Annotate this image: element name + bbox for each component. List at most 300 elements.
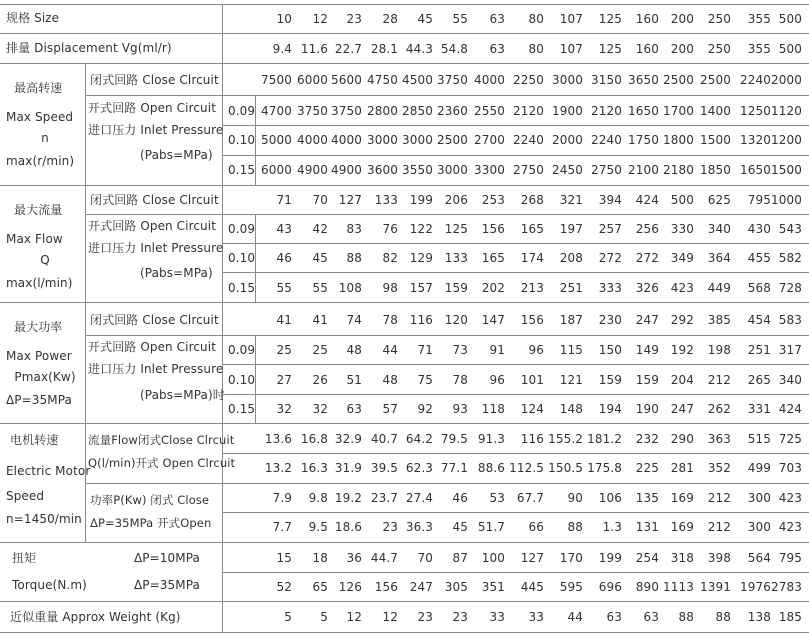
power-closed-cell: 423	[778, 491, 802, 505]
max_flow-closed-cell: 500	[670, 193, 694, 207]
row-divider	[0, 185, 809, 186]
max_power-open-cell: 424	[778, 402, 802, 416]
displacement-cell: 9.4	[272, 42, 292, 56]
displacement-cell: 22.7	[334, 42, 362, 56]
motor-speed-group-label: Electric Motor	[6, 464, 91, 478]
max_speed-open-cell: 2550	[474, 104, 505, 118]
power-open-cell: 1.3	[602, 520, 622, 534]
max_flow-closed-cell: 70	[312, 193, 328, 207]
max_power-pressure: 0.10	[228, 373, 256, 387]
power-closed-cell: 19.2	[334, 491, 362, 505]
max_speed-group-label: 最高转速	[14, 81, 63, 95]
weight-cell: 44	[567, 610, 583, 624]
power-closed-cell: 53	[489, 491, 505, 505]
max_speed-open-cell: 3550	[402, 163, 433, 177]
torque-dp10-cell: 564	[747, 551, 771, 565]
max_flow-closed-cell: 133	[374, 193, 398, 207]
max_speed-open-cell: 2800	[367, 104, 398, 118]
max_flow-open-cell: 45	[312, 251, 328, 265]
max_power-open-label: 开式回路 Open Circuit	[88, 340, 217, 354]
row-divider	[0, 302, 809, 303]
max_power-open-cell: 194	[598, 402, 622, 416]
power-closed-cell: 300	[747, 491, 771, 505]
torque-dp35-cell: 595	[559, 580, 583, 594]
torque-dp35-cell: 1113	[663, 580, 694, 594]
max_flow-closed-cell: 127	[338, 193, 362, 207]
max_speed-open-cell: 2500	[437, 133, 468, 147]
power-open-cell: 36.3	[405, 520, 433, 534]
row-divider	[222, 272, 809, 273]
power-open-cell: 18.6	[334, 520, 362, 534]
max_speed-open-cell: 2850	[402, 104, 433, 118]
max_speed-open-cell: 2360	[437, 104, 468, 118]
column-divider	[222, 4, 223, 632]
torque-dp35-cell: 445	[520, 580, 544, 594]
weight-cell: 12	[346, 610, 362, 624]
torque-dp10-cell: 199	[598, 551, 622, 565]
max_flow-open-cell: 159	[444, 281, 468, 295]
size-label: 规格 Size	[6, 11, 60, 25]
power-open-cell: 51.7	[477, 520, 505, 534]
power-open-cell: 7.7	[272, 520, 292, 534]
max_speed-open-cell: 3750	[297, 104, 328, 118]
max_flow-closed-cell: 795	[747, 193, 771, 207]
max_flow-open-cell: 82	[382, 251, 398, 265]
max_power-open-cell: 26	[312, 373, 328, 387]
max_speed-group-label: n	[41, 131, 49, 145]
weight-cell: 33	[528, 610, 544, 624]
weight-label: 近似重量 Approx Weight (Kg)	[10, 610, 181, 624]
weight-cell: 138	[747, 610, 771, 624]
max_speed-open-cell: 2450	[552, 163, 583, 177]
power-closed-cell: 7.9	[272, 491, 292, 505]
max_power-pressure: 0.09	[228, 343, 256, 357]
max_speed-open-cell: 4900	[297, 163, 328, 177]
max_power-open-cell: 27	[276, 373, 292, 387]
displacement-cell: 11.6	[300, 42, 328, 56]
max_flow-open-cell: 42	[312, 222, 328, 236]
max_flow-open-cell: 98	[382, 281, 398, 295]
max_power-open-cell: 44	[382, 343, 398, 357]
max_flow-closed-cell: 625	[707, 193, 731, 207]
max_flow-open-cell: 165	[481, 251, 505, 265]
max_speed-open-cell: 3000	[402, 133, 433, 147]
row-divider	[222, 512, 809, 513]
flow-closed-cell: 725	[778, 432, 802, 446]
max_power-open-cell: 121	[559, 373, 583, 387]
displacement-cell: 28.1	[370, 42, 398, 56]
torque-dp10-cell: 70	[417, 551, 433, 565]
flow-open-cell: 16.3	[300, 461, 328, 475]
max_power-open-cell: 317	[778, 343, 802, 357]
max_flow-pressure: 0.15	[228, 281, 256, 295]
flow-closed-cell: 16.8	[300, 432, 328, 446]
torque-dp10-cell: 398	[707, 551, 731, 565]
flow-open-cell: 88.6	[477, 461, 505, 475]
torque-dp35-cell: 1391	[700, 580, 731, 594]
power-closed-cell: 212	[707, 491, 731, 505]
size-cell: 45	[417, 12, 433, 26]
max_speed-closed-cell: 2250	[513, 73, 544, 87]
max_flow-open-cell: 88	[346, 251, 362, 265]
max_power-open-cell: 265	[747, 373, 771, 387]
max_flow-open-cell: 55	[276, 281, 292, 295]
weight-cell: 88	[678, 610, 694, 624]
power-closed-cell: 67.7	[516, 491, 544, 505]
max_power-closed-cell: 41	[312, 313, 328, 327]
max_speed-open-cell: 4900	[331, 163, 362, 177]
max_flow-open-cell: 582	[778, 251, 802, 265]
max_flow-open-label: 进口压力 Inlet Pressure	[88, 241, 224, 255]
displacement-cell: 80	[528, 42, 544, 56]
column-divider	[222, 4, 223, 63]
max_flow-group-label: Max Flow	[6, 232, 63, 246]
max_power-open-cell: 91	[489, 343, 505, 357]
max_flow-open-cell: 330	[670, 222, 694, 236]
size-cell: 63	[489, 12, 505, 26]
max_speed-closed-cell: 3750	[437, 73, 468, 87]
flow-open-cell: 499	[747, 461, 771, 475]
flow-closed-cell: 155.2	[548, 432, 583, 446]
displacement-cell: 160	[635, 42, 659, 56]
max_speed-open-cell: 2240	[591, 133, 622, 147]
torque-dp35-cell: 305	[444, 580, 468, 594]
torque-dp10-cell: 795	[778, 551, 802, 565]
displacement-cell: 44.3	[405, 42, 433, 56]
row-divider	[222, 155, 809, 156]
weight-cell: 88	[715, 610, 731, 624]
displacement-label: 排量 Displacement Vg(ml/r)	[6, 41, 172, 55]
max_flow-open-label: (Pabs=MPa)	[140, 266, 213, 280]
max_speed-closed-cell: 3650	[628, 73, 659, 87]
max_flow-open-cell: 108	[338, 281, 362, 295]
max_power-open-cell: 247	[670, 402, 694, 416]
max_power-closed-cell: 147	[481, 313, 505, 327]
torque-dp-label: ΔP=10MPa	[134, 551, 200, 565]
max_speed-closed-cell: 4750	[367, 73, 398, 87]
power-open-cell: 169	[670, 520, 694, 534]
flow-open-cell: 112.5	[509, 461, 544, 475]
max_speed-open-cell: 3000	[367, 133, 398, 147]
max_speed-open-cell: 1500	[700, 133, 731, 147]
max_speed-open-cell: 1120	[771, 104, 802, 118]
max_power-open-cell: 198	[707, 343, 731, 357]
torque-dp10-cell: 87	[452, 551, 468, 565]
power-open-cell: 423	[778, 520, 802, 534]
max_flow-open-cell: 174	[520, 251, 544, 265]
row-divider	[0, 423, 809, 424]
max_speed-open-cell: 2000	[552, 133, 583, 147]
size-cell: 10	[276, 12, 292, 26]
max_speed-group-label: Max Speed	[6, 110, 74, 124]
max_power-open-cell: 51	[346, 373, 362, 387]
max_speed-open-cell: 5000	[261, 133, 292, 147]
flow-open-cell: 77.1	[440, 461, 468, 475]
max_power-open-label: (Pabs=MPa)时	[140, 388, 225, 402]
max_speed-open-cell: 1650	[628, 104, 659, 118]
max_power-closed-cell: 74	[346, 313, 362, 327]
flow-open-cell: 39.5	[370, 461, 398, 475]
max_power-pressure: 0.15	[228, 402, 256, 416]
max_power-group-label: ΔP=35MPa	[6, 393, 72, 407]
torque-dp35-cell: 1976	[740, 580, 771, 594]
power-open-cell: 45	[452, 520, 468, 534]
max_speed-open-cell: 1850	[700, 163, 731, 177]
weight-cell: 5	[284, 610, 292, 624]
max_flow-open-cell: 55	[312, 281, 328, 295]
weight-cell: 23	[452, 610, 468, 624]
size-cell: 55	[452, 12, 468, 26]
weight-cell: 33	[489, 610, 505, 624]
flow-open-cell: 31.9	[334, 461, 362, 475]
max_flow-open-cell: 449	[707, 281, 731, 295]
max_speed-pressure: 0.09	[228, 104, 256, 118]
row-divider	[85, 95, 809, 96]
max_speed-pressure: 0.10	[228, 133, 256, 147]
max_speed-open-cell: 1750	[628, 133, 659, 147]
max_power-open-cell: 159	[598, 373, 622, 387]
max_speed-open-cell: 2120	[591, 104, 622, 118]
power-closed-cell: 90	[567, 491, 583, 505]
torque-dp35-cell: 351	[481, 580, 505, 594]
max_flow-open-cell: 165	[520, 222, 544, 236]
power-closed-cell: 135	[635, 491, 659, 505]
max_flow-open-cell: 213	[520, 281, 544, 295]
size-cell: 500	[778, 12, 802, 26]
max_power-open-cell: 25	[312, 343, 328, 357]
flow-label: 流量Flow闭式Close Clrcuit	[88, 433, 235, 447]
max_flow-closed-cell: 71	[276, 193, 292, 207]
max_power-group-label: Pmax(Kw)	[14, 370, 76, 384]
max_flow-open-cell: 349	[670, 251, 694, 265]
max_power-open-cell: 71	[417, 343, 433, 357]
max_flow-closed-cell: 1000	[771, 193, 802, 207]
max_speed-open-cell: 2100	[628, 163, 659, 177]
max_speed-open-cell: 3000	[437, 163, 468, 177]
flow-closed-cell: 13.6	[264, 432, 292, 446]
max_power-open-cell: 192	[670, 343, 694, 357]
weight-cell: 23	[417, 610, 433, 624]
size-cell: 28	[382, 12, 398, 26]
power-open-cell: 88	[567, 520, 583, 534]
max_speed-closed-cell: 2500	[700, 73, 731, 87]
max_flow-closed-cell: 424	[635, 193, 659, 207]
max_power-open-cell: 57	[382, 402, 398, 416]
max_power-open-cell: 340	[778, 373, 802, 387]
torque-dp10-cell: 127	[520, 551, 544, 565]
max_flow-open-cell: 251	[559, 281, 583, 295]
displacement-cell: 63	[489, 42, 505, 56]
max_power-open-cell: 32	[276, 402, 292, 416]
max_flow-open-cell: 46	[276, 251, 292, 265]
max_power-open-cell: 204	[670, 373, 694, 387]
max_flow-open-cell: 76	[382, 222, 398, 236]
size-cell: 160	[635, 12, 659, 26]
max_power-closed-cell: 187	[559, 313, 583, 327]
max_flow-open-cell: 197	[559, 222, 583, 236]
max_power-closed-cell: 230	[598, 313, 622, 327]
max_flow-open-cell: 340	[707, 222, 731, 236]
max_flow-open-cell: 272	[635, 251, 659, 265]
displacement-cell: 250	[707, 42, 731, 56]
max_speed-open-cell: 1200	[771, 133, 802, 147]
max_power-open-cell: 63	[346, 402, 362, 416]
max_speed-open-label: 进口压力 Inlet Pressure	[88, 123, 224, 137]
displacement-cell: 500	[778, 42, 802, 56]
row-divider	[85, 214, 809, 215]
max_flow-open-cell: 364	[707, 251, 731, 265]
max_flow-open-label: 开式回路 Open Circuit	[88, 219, 217, 233]
max_speed-open-cell: 6000	[261, 163, 292, 177]
torque-dp35-cell: 126	[338, 580, 362, 594]
max_flow-open-cell: 333	[598, 281, 622, 295]
power-open-cell: 9.5	[308, 520, 328, 534]
max_power-closed-cell: 583	[778, 313, 802, 327]
max_speed-open-label: (Pabs=MPa)	[140, 148, 213, 162]
max_speed-open-cell: 1650	[740, 163, 771, 177]
torque-label: 扭矩	[12, 551, 37, 565]
max_flow-pressure: 0.09	[228, 222, 256, 236]
power-closed-cell: 106	[598, 491, 622, 505]
flow-closed-cell: 232	[635, 432, 659, 446]
motor-speed-group-label: n=1450/min	[6, 512, 82, 526]
max_speed-closed-cell: 5600	[331, 73, 362, 87]
max_power-open-cell: 115	[559, 343, 583, 357]
torque-dp35-cell: 156	[374, 580, 398, 594]
max_power-closed-label: 闭式回路 Close Clrcuit	[90, 313, 219, 327]
max_power-open-cell: 212	[707, 373, 731, 387]
displacement-cell: 200	[670, 42, 694, 56]
weight-cell: 5	[320, 610, 328, 624]
power-open-cell: 212	[707, 520, 731, 534]
max_speed-open-cell: 1900	[552, 104, 583, 118]
max_flow-open-cell: 256	[635, 222, 659, 236]
displacement-cell: 107	[559, 42, 583, 56]
max_power-closed-cell: 247	[635, 313, 659, 327]
max_flow-open-cell: 272	[598, 251, 622, 265]
displacement-cell: 355	[747, 42, 771, 56]
max_flow-open-cell: 43	[276, 222, 292, 236]
max_flow-closed-cell: 253	[481, 193, 505, 207]
size-cell: 125	[598, 12, 622, 26]
max_power-closed-cell: 385	[707, 313, 731, 327]
max_flow-open-cell: 133	[444, 251, 468, 265]
flow-open-cell: 703	[778, 461, 802, 475]
torque-dp10-cell: 318	[670, 551, 694, 565]
max_power-closed-cell: 116	[409, 313, 433, 327]
max_flow-open-cell: 326	[635, 281, 659, 295]
row-divider	[0, 4, 809, 5]
torque-dp10-cell: 254	[635, 551, 659, 565]
max_speed-open-cell: 1250	[740, 104, 771, 118]
max_flow-open-cell: 423	[670, 281, 694, 295]
max_speed-open-cell: 1800	[663, 133, 694, 147]
max_power-open-cell: 101	[520, 373, 544, 387]
max_power-group-label: 最大功率	[14, 320, 63, 334]
max_flow-open-cell: 157	[409, 281, 433, 295]
max_flow-closed-cell: 394	[598, 193, 622, 207]
max_flow-open-cell: 83	[346, 222, 362, 236]
size-cell: 200	[670, 12, 694, 26]
flow-open-cell: 352	[707, 461, 731, 475]
max_speed-closed-cell: 3150	[591, 73, 622, 87]
max_flow-group-label: 最大流量	[14, 203, 63, 217]
max_power-open-cell: 32	[312, 402, 328, 416]
max_power-closed-cell: 156	[520, 313, 544, 327]
max_flow-closed-cell: 206	[444, 193, 468, 207]
max_power-open-cell: 124	[520, 402, 544, 416]
torque-dp10-cell: 100	[481, 551, 505, 565]
max_flow-open-cell: 125	[444, 222, 468, 236]
max_speed-closed-cell: 3000	[552, 73, 583, 87]
max_speed-open-cell: 1500	[771, 163, 802, 177]
max_power-open-cell: 75	[417, 373, 433, 387]
max_speed-open-cell: 2700	[474, 133, 505, 147]
weight-cell: 185	[778, 610, 802, 624]
torque-dp35-cell: 890	[635, 580, 659, 594]
max_speed-open-cell: 2750	[513, 163, 544, 177]
max_speed-open-cell: 2240	[513, 133, 544, 147]
flow-closed-cell: 91.3	[477, 432, 505, 446]
size-cell: 23	[346, 12, 362, 26]
max_flow-open-cell: 543	[778, 222, 802, 236]
row-divider	[222, 125, 809, 126]
motor-speed-group-label: Speed	[6, 489, 45, 503]
max_power-open-cell: 48	[346, 343, 362, 357]
max_speed-open-cell: 1320	[740, 133, 771, 147]
row-divider	[222, 394, 809, 395]
flow-closed-cell: 32.9	[334, 432, 362, 446]
row-divider	[85, 335, 809, 336]
power-closed-cell: 9.8	[308, 491, 328, 505]
power-open-cell: 23	[382, 520, 398, 534]
flow-open-cell: 13.2	[264, 461, 292, 475]
row-divider	[222, 364, 809, 365]
motor-speed-group-label: 电机转速	[10, 433, 59, 447]
flow-open-cell: 175.8	[587, 461, 622, 475]
max_speed-closed-cell: 2000	[771, 73, 802, 87]
torque-dp10-cell: 170	[559, 551, 583, 565]
max_power-closed-cell: 454	[747, 313, 771, 327]
power-open-cell: 300	[747, 520, 771, 534]
max_power-open-cell: 150	[598, 343, 622, 357]
flow-open-cell: 62.3	[405, 461, 433, 475]
max_speed-open-cell: 1700	[663, 104, 694, 118]
torque-dp10-cell: 18	[312, 551, 328, 565]
max_flow-open-cell: 129	[409, 251, 433, 265]
row-divider	[0, 542, 809, 543]
max_speed-group-label: max(r/min)	[6, 154, 75, 168]
max_speed-closed-cell: 2500	[663, 73, 694, 87]
power-label: ΔP=35MPa 开式Open	[90, 516, 212, 530]
max_speed-open-cell: 4000	[297, 133, 328, 147]
torque-dp35-cell: 65	[312, 580, 328, 594]
flow-open-cell: 150.5	[548, 461, 583, 475]
max_flow-closed-cell: 321	[559, 193, 583, 207]
row-divider	[85, 483, 809, 484]
max_power-open-cell: 73	[452, 343, 468, 357]
flow-closed-cell: 79.5	[440, 432, 468, 446]
max_power-open-label: 进口压力 Inlet Pressure	[88, 362, 224, 376]
max_power-open-cell: 262	[707, 402, 731, 416]
max_power-closed-cell: 78	[382, 313, 398, 327]
max_speed-open-cell: 2120	[513, 104, 544, 118]
row-divider	[222, 572, 809, 573]
max_flow-group-label: max(l/min)	[6, 276, 73, 290]
max_power-open-cell: 96	[528, 343, 544, 357]
max_power-open-cell: 331	[747, 402, 771, 416]
max_speed-open-label: 开式回路 Open Circuit	[88, 101, 217, 115]
